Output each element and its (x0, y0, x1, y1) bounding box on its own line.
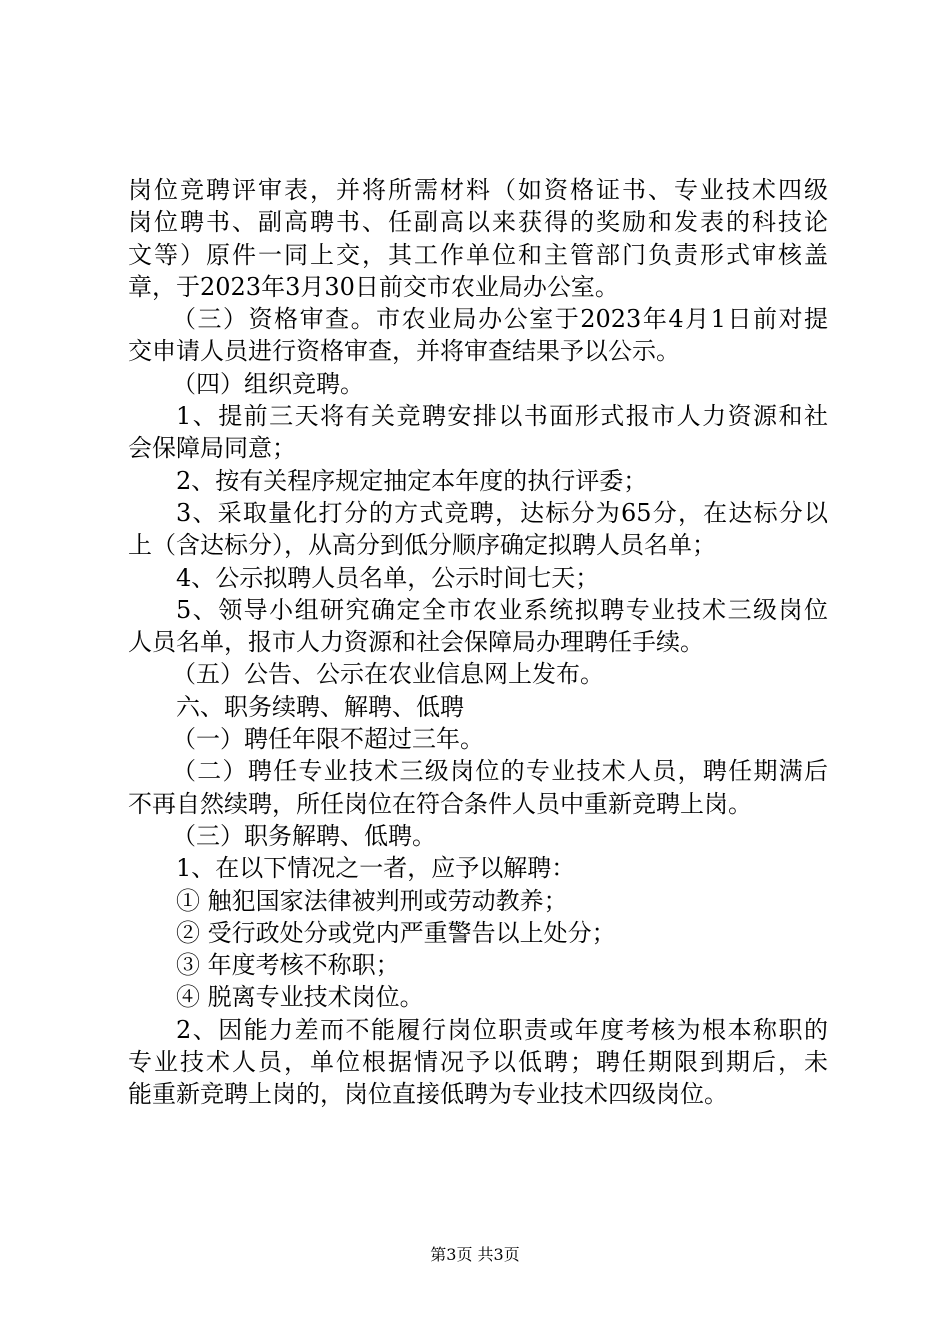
text-line: 2、按有关程序规定抽定本年度的执行评委； (176, 466, 648, 495)
text-line: 2、因能力差而不能履行岗位职责或年度考核为根本称职的 (176, 1015, 828, 1044)
text-line: 5、领导小组研究确定全市农业系统拟聘专业技术三级岗位 (176, 595, 828, 624)
text-line: 能重新竞聘上岗的，岗位直接低聘为专业技术四级岗位。 (128, 1080, 728, 1109)
section-heading: （四）组织竞聘。 (172, 369, 364, 398)
text-line: （三）资格审查。市农业局办公室于2023年4月1日前对提 (172, 305, 828, 334)
text-line: 岗位竞聘评审表，并将所需材料（如资格证书、专业技术四级 (128, 176, 828, 204)
text-line: 文等）原件一同上交，其工作单位和主管部门负责形式审核盖 (128, 240, 828, 269)
list-item: ④ 脱离专业技术岗位。 (176, 983, 424, 1012)
text-line: （二）聘任专业技术三级岗位的专业技术人员，聘任期满后 (172, 757, 828, 786)
list-item: ③ 年度考核不称职； (176, 951, 400, 980)
text-line: 不再自然续聘，所任岗位在符合条件人员中重新竞聘上岗。 (128, 789, 752, 818)
text-line: 上（含达标分），从高分到低分顺序确定拟聘人员名单； (128, 531, 716, 560)
page-footer: 第3页 共3页 (430, 1245, 520, 1264)
text-line: （五）公告、公示在农业信息网上发布。 (172, 660, 604, 689)
text-line: 岗位聘书、副高聘书、任副高以来获得的奖励和发表的科技论 (128, 208, 828, 237)
text-line: 3、采取量化打分的方式竞聘，达标分为65分，在达标分以 (176, 498, 828, 527)
text-line: 会保障局同意； (128, 434, 296, 463)
text-line: 章，于2023年3月30日前交市农业局办公室。 (128, 272, 619, 301)
list-item: ② 受行政处分或党内严重警告以上处分； (176, 918, 616, 947)
section-heading: （三）职务解聘、低聘。 (172, 821, 436, 850)
list-item: ① 触犯国家法律被判刑或劳动教养； (176, 886, 568, 915)
document-body (128, 174, 828, 1111)
text-line: 交申请人员进行资格审查，并将审查结果予以公示。 (128, 337, 680, 366)
text-line: 专业技术人员，单位根据情况予以低聘；聘任期限到期后，未 (128, 1048, 828, 1077)
text-line: 4、公示拟聘人员名单，公示时间七天； (176, 563, 600, 592)
text-line: （一）聘任年限不超过三年。 (172, 725, 484, 754)
text-line: 1、在以下情况之一者，应予以解聘： (176, 854, 576, 883)
text-line: 人员名单，报市人力资源和社会保障局办理聘任手续。 (128, 628, 704, 657)
text-line: 1、提前三天将有关竞聘安排以书面形式报市人力资源和社 (176, 402, 828, 431)
section-heading: 六、职务续聘、解聘、低聘 (176, 692, 464, 721)
